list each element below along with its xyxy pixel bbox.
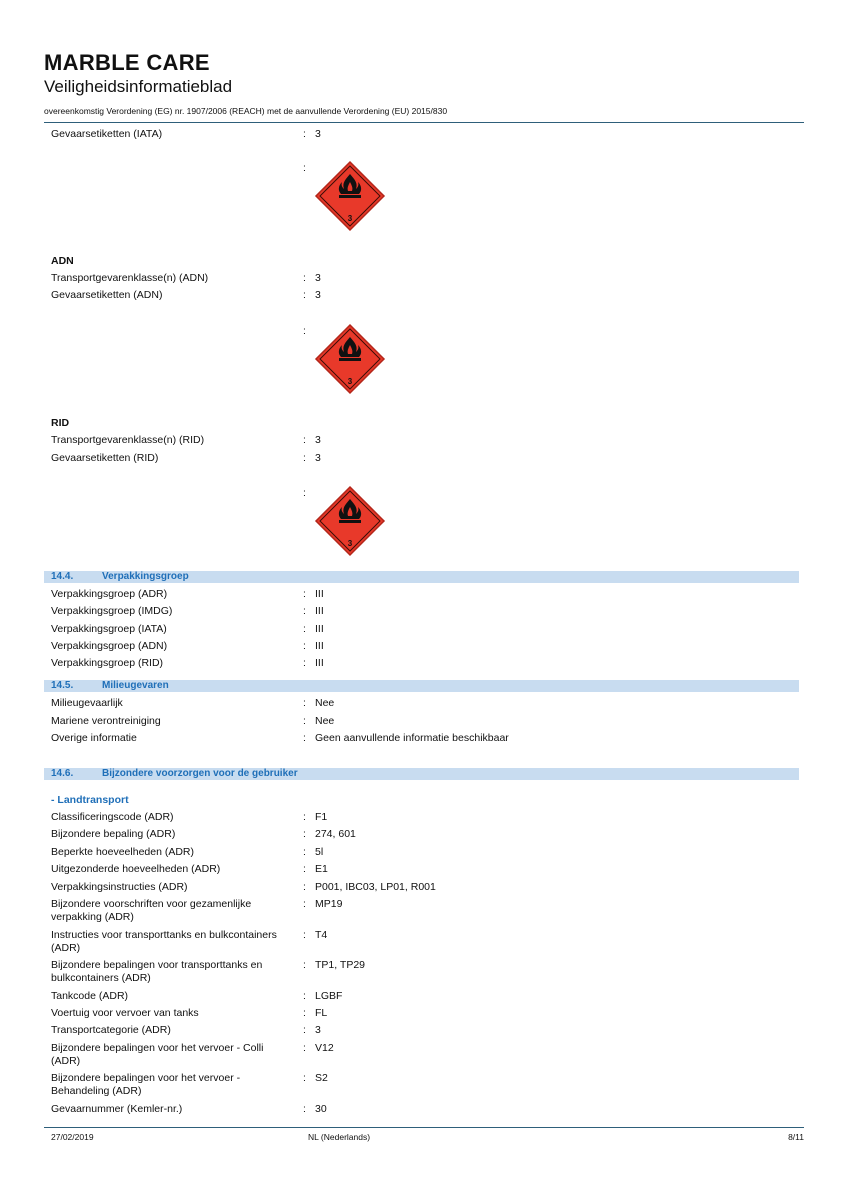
- field-label: Verpakkingsinstructies (ADR): [51, 881, 188, 893]
- rid-heading: RID: [51, 417, 70, 429]
- field-separator: :: [303, 605, 306, 617]
- field-value: 3: [315, 289, 321, 301]
- field-label: Transportgevarenklasse(n) (ADN): [51, 272, 209, 284]
- field-row: [51, 898, 804, 926]
- flammable-liquid-class-3-icon: [314, 485, 386, 557]
- footer-page-number: 8/11: [788, 1132, 804, 1142]
- field-value: Nee: [315, 697, 335, 709]
- field-label: Mariene verontreiniging: [51, 715, 161, 727]
- field-value: 3: [315, 452, 321, 464]
- field-label: Voertuig voor vervoer van tanks: [51, 1007, 199, 1019]
- field-separator: :: [303, 1042, 306, 1054]
- field-value: F1: [315, 811, 328, 823]
- document-subtitle: Veiligheidsinformatieblad: [44, 77, 233, 96]
- field-value: III: [315, 605, 324, 617]
- section-number: 14.6.: [51, 768, 74, 779]
- flammable-liquid-class-3-icon: [314, 323, 386, 395]
- field-row: [51, 1024, 804, 1041]
- field-row: [51, 846, 804, 863]
- field-label: Bijzondere voorschriften voor gezamenlijke verpakking (ADR): [51, 898, 252, 923]
- field-separator: :: [303, 881, 306, 893]
- field-label: Gevaarsetiketten (RID): [51, 452, 159, 464]
- field-value: 3: [315, 434, 321, 446]
- field-separator: :: [303, 657, 306, 669]
- section-title: Verpakkingsgroep: [102, 571, 189, 582]
- field-label: Transportcategorie (ADR): [51, 1024, 171, 1036]
- pictogram-separator: :: [303, 162, 306, 174]
- field-label: Beperkte hoeveelheden (ADR): [51, 846, 195, 858]
- section-title: Bijzondere voorzorgen voor de gebruiker: [102, 768, 298, 779]
- section-number: 14.4.: [51, 571, 74, 582]
- field-value: E1: [315, 863, 328, 875]
- field-row: [51, 605, 804, 622]
- section-header-14-5: [44, 680, 799, 692]
- field-value: 5l: [315, 846, 324, 858]
- field-row: [51, 863, 804, 880]
- field-row: [51, 1103, 804, 1120]
- document-title: MARBLE CARE: [44, 50, 210, 75]
- regulation-note: overeenkomstig Verordening (EG) nr. 1907/2006 (REACH) met de aanvullende Verordening (EU) 2015/830: [44, 106, 448, 116]
- field-separator: :: [303, 452, 306, 464]
- field-value: 30: [315, 1103, 327, 1115]
- field-value: III: [315, 657, 324, 669]
- field-row: [51, 588, 804, 605]
- field-value: III: [315, 588, 324, 600]
- field-label: Verpakkingsgroep (IATA): [51, 623, 167, 635]
- field-value: Geen aanvullende informatie beschikbaar: [315, 732, 509, 744]
- field-label: Verpakkingsgroep (RID): [51, 657, 164, 669]
- field-separator: :: [303, 863, 306, 875]
- field-row: [51, 657, 804, 674]
- field-label: Gevaarnummer (Kemler-nr.): [51, 1103, 183, 1115]
- field-row-rid-class: [51, 434, 804, 451]
- field-separator: :: [303, 1103, 306, 1115]
- field-label: Verpakkingsgroep (IMDG): [51, 605, 173, 617]
- field-label: Gevaarsetiketten (IATA): [51, 128, 163, 140]
- field-row-adn-labels: [51, 289, 804, 306]
- section-header-14-4: [44, 571, 799, 583]
- land-transport-heading: - Landtransport: [51, 794, 129, 806]
- field-row: [51, 1072, 804, 1100]
- field-separator: :: [303, 1072, 306, 1084]
- field-label: Uitgezonderde hoeveelheden (ADR): [51, 863, 221, 875]
- field-row: [51, 697, 804, 714]
- field-value: T4: [315, 929, 328, 941]
- field-separator: :: [303, 898, 306, 910]
- field-row: [51, 732, 804, 749]
- field-separator: :: [303, 811, 306, 823]
- field-row: [51, 881, 804, 898]
- field-label: Instructies voor transporttanks en bulkcontainers (ADR): [51, 929, 277, 954]
- field-label: Bijzondere bepalingen voor het vervoer - Colli (ADR): [51, 1042, 264, 1067]
- field-label: Gevaarsetiketten (ADN): [51, 289, 163, 301]
- field-separator: :: [303, 697, 306, 709]
- header-divider: [44, 122, 804, 123]
- field-label: Verpakkingsgroep (ADN): [51, 640, 168, 652]
- footer-divider: [44, 1127, 804, 1128]
- field-value: TP1, TP29: [315, 959, 365, 971]
- adn-heading: ADN: [51, 255, 74, 267]
- field-label: Classificeringscode (ADR): [51, 811, 174, 823]
- field-row-iata-labels: [51, 128, 804, 145]
- footer-date: 27/02/2019: [51, 1132, 94, 1142]
- field-separator: :: [303, 990, 306, 1002]
- field-separator: :: [303, 272, 306, 284]
- field-label: Tankcode (ADR): [51, 990, 129, 1002]
- svg-text:3: 3: [347, 539, 353, 548]
- field-separator: :: [303, 128, 306, 140]
- field-separator: :: [303, 588, 306, 600]
- field-row: [51, 990, 804, 1007]
- field-row: [51, 811, 804, 828]
- pictogram-separator: :: [303, 325, 306, 337]
- field-value: S2: [315, 1072, 328, 1084]
- field-row-adn-class: [51, 272, 804, 289]
- field-label: Bijzondere bepalingen voor het vervoer - Behandeling (ADR): [51, 1072, 241, 1097]
- field-value: 3: [315, 128, 321, 140]
- section-title: Milieugevaren: [102, 680, 169, 691]
- field-separator: :: [303, 715, 306, 727]
- field-separator: :: [303, 623, 306, 635]
- field-separator: :: [303, 1007, 306, 1019]
- field-value: 3: [315, 1024, 321, 1036]
- field-row: [51, 623, 804, 640]
- field-value: P001, IBC03, LP01, R001: [315, 881, 436, 893]
- field-row: [51, 715, 804, 732]
- field-value: LGBF: [315, 990, 343, 1002]
- field-label: Bijzondere bepaling (ADR): [51, 828, 176, 840]
- field-row: [51, 828, 804, 845]
- section-header-14-6: [44, 768, 799, 780]
- field-row: [51, 640, 804, 657]
- field-value: 274, 601: [315, 828, 356, 840]
- field-value: III: [315, 640, 324, 652]
- field-row: [51, 959, 804, 987]
- field-value: FL: [315, 1007, 328, 1019]
- pictogram-separator: :: [303, 487, 306, 499]
- field-separator: :: [303, 846, 306, 858]
- field-label: Milieugevaarlijk: [51, 697, 123, 709]
- field-label: Verpakkingsgroep (ADR): [51, 588, 168, 600]
- field-row: [51, 1042, 804, 1070]
- field-row: [51, 929, 804, 957]
- field-separator: :: [303, 929, 306, 941]
- field-value: V12: [315, 1042, 334, 1054]
- field-value: III: [315, 623, 324, 635]
- field-separator: :: [303, 1024, 306, 1036]
- field-value: 3: [315, 272, 321, 284]
- svg-text:3: 3: [347, 377, 353, 386]
- footer-language: NL (Nederlands): [308, 1132, 371, 1142]
- field-separator: :: [303, 640, 306, 652]
- field-label: Overige informatie: [51, 732, 137, 744]
- field-row-rid-labels: [51, 452, 804, 469]
- field-separator: :: [303, 289, 306, 301]
- field-separator: :: [303, 434, 306, 446]
- flammable-liquid-class-3-icon: [314, 160, 386, 232]
- section-number: 14.5.: [51, 680, 74, 691]
- field-value: MP19: [315, 898, 343, 910]
- field-label: Transportgevarenklasse(n) (RID): [51, 434, 205, 446]
- svg-text:3: 3: [347, 214, 353, 223]
- field-row: [51, 1007, 804, 1024]
- field-separator: :: [303, 732, 306, 744]
- field-value: Nee: [315, 715, 335, 727]
- field-label: Bijzondere bepalingen voor transporttanks en bulkcontainers (ADR): [51, 959, 263, 984]
- field-separator: :: [303, 828, 306, 840]
- field-separator: :: [303, 959, 306, 971]
